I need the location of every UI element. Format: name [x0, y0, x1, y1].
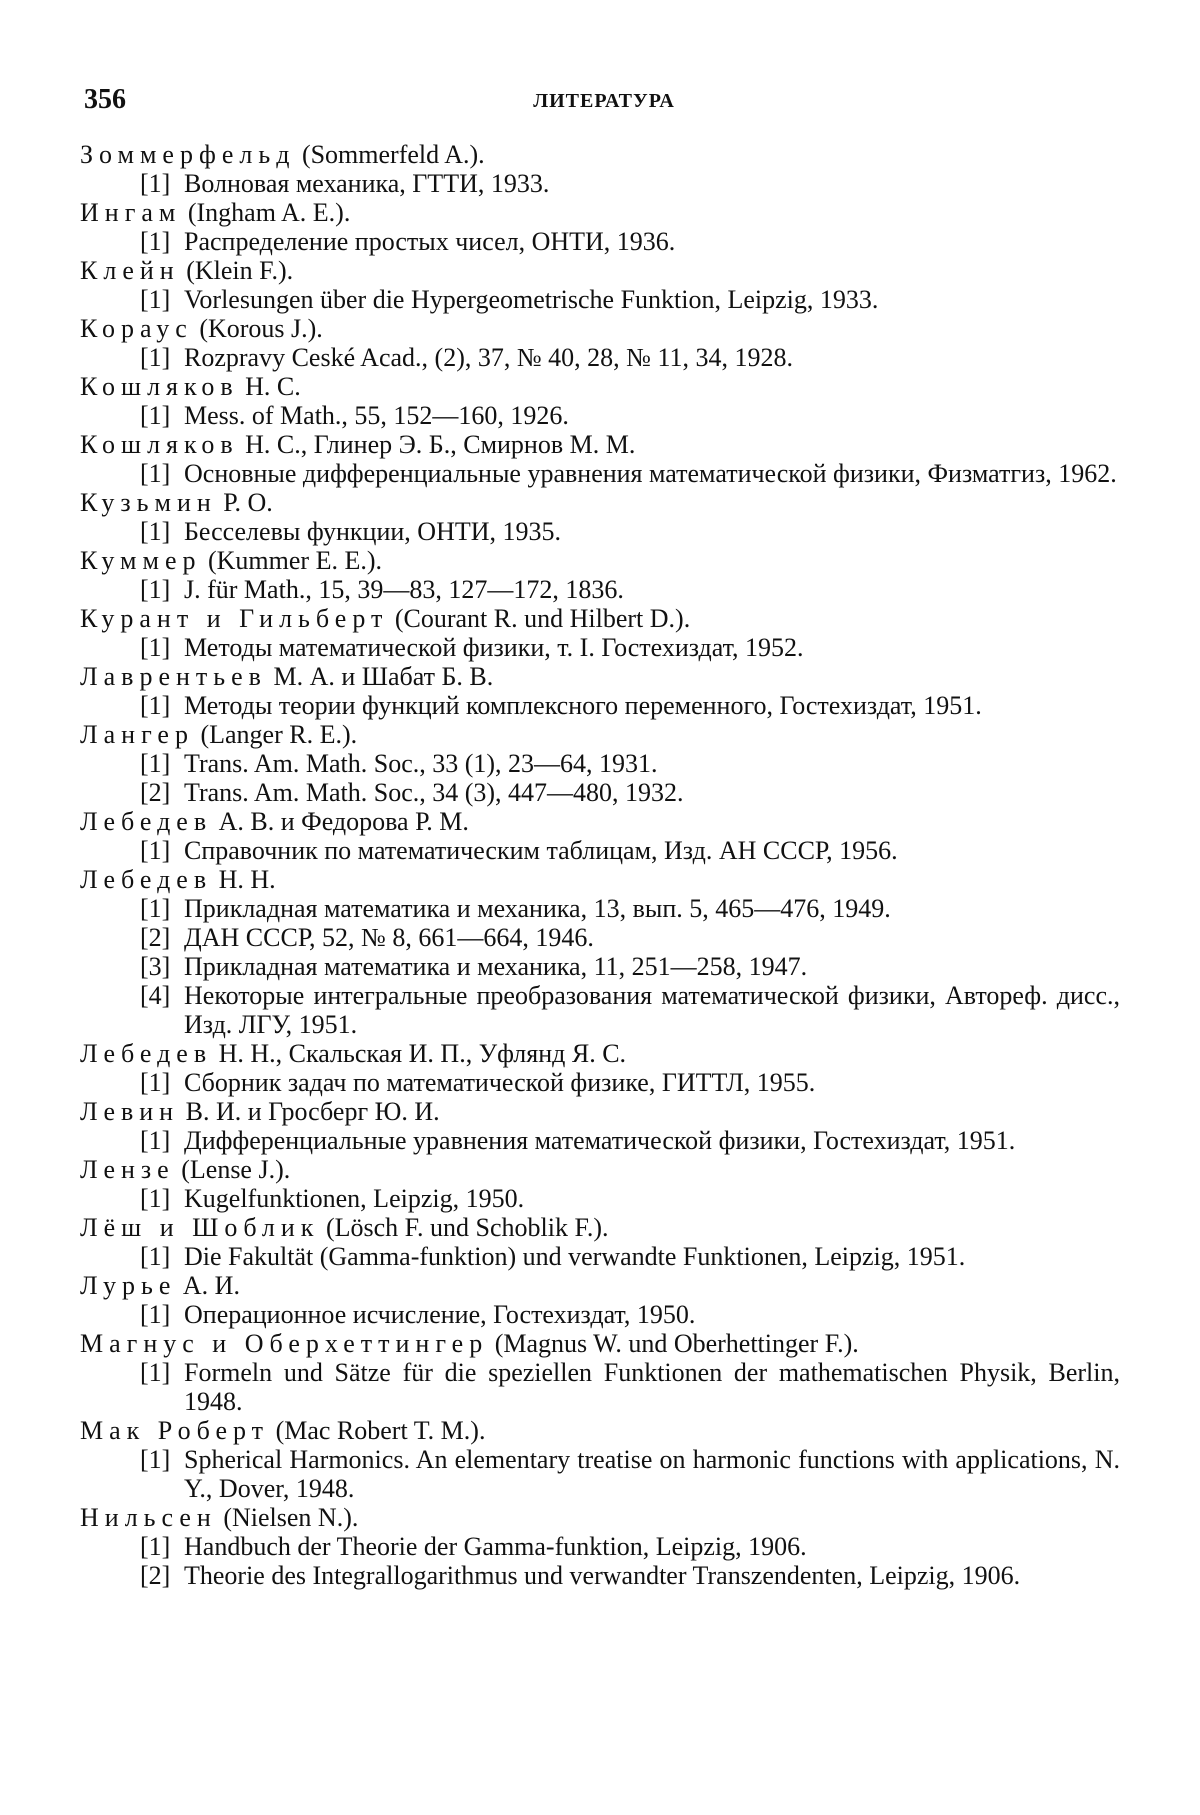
work-item [80, 575, 1120, 604]
author-line [80, 140, 1120, 169]
works-list [80, 1242, 1120, 1271]
author-details: (Lense J.). [175, 1155, 291, 1184]
work-number: [1] [140, 1126, 184, 1155]
author-name: Зоммерфельд [80, 140, 295, 169]
bibliography-entry [80, 314, 1120, 372]
work-item [80, 633, 1120, 662]
work-number: [1] [140, 1068, 184, 1097]
work-citation: Основные дифференциальные уравнения математической физики, Физматгиз, 1962. [184, 459, 1120, 488]
work-item [80, 1561, 1120, 1590]
works-list [80, 227, 1120, 256]
work-item [80, 1445, 1120, 1503]
work-citation: J. für Math., 15, 39—83, 127—172, 1836. [184, 575, 1120, 604]
work-item [80, 517, 1120, 546]
author-line [80, 807, 1120, 836]
author-line [80, 1329, 1120, 1358]
author-name: Лебедев [80, 807, 212, 836]
author-details: (Magnus W. und Oberhettinger F.). [488, 1329, 859, 1358]
work-number: [1] [140, 749, 184, 778]
author-name: Курант и Гильберт [80, 604, 388, 633]
bibliography-entry [80, 720, 1120, 807]
author-name: Лурье [80, 1271, 176, 1300]
work-number: [3] [140, 952, 184, 981]
works-list [80, 1184, 1120, 1213]
author-name: Лёш и Шоблик [80, 1213, 319, 1242]
work-citation: Rozpravy Ceské Acad., (2), 37, № 40, 28, № 11, 34, 1928. [184, 343, 1120, 372]
work-number: [1] [140, 459, 184, 488]
bibliography-entry [80, 140, 1120, 198]
bibliography-entry [80, 865, 1120, 1039]
author-name: Кузьмин [80, 488, 217, 517]
work-item [80, 749, 1120, 778]
works-list [80, 575, 1120, 604]
work-citation: Волновая механика, ГТТИ, 1933. [184, 169, 1120, 198]
author-line [80, 604, 1120, 633]
work-citation: Распределение простых чисел, ОНТИ, 1936. [184, 227, 1120, 256]
work-item [80, 285, 1120, 314]
work-citation: Kugelfunktionen, Leipzig, 1950. [184, 1184, 1120, 1213]
author-line [80, 372, 1120, 401]
author-details: Н. Н., Скальская И. П., Уфлянд Я. С. [212, 1039, 626, 1068]
work-citation: Сборник задач по математической физике, ГИТТЛ, 1955. [184, 1068, 1120, 1097]
work-citation: Дифференциальные уравнения математической физики, Гостехиздат, 1951. [184, 1126, 1120, 1155]
work-citation: Vorlesungen über die Hypergeometrische Funktion, Leipzig, 1933. [184, 285, 1120, 314]
work-item [80, 981, 1120, 1039]
author-line [80, 546, 1120, 575]
work-item [80, 343, 1120, 372]
work-citation: Mess. of Math., 55, 152—160, 1926. [184, 401, 1120, 430]
work-number: [1] [140, 633, 184, 662]
author-line [80, 198, 1120, 227]
author-name: Лебедев [80, 1039, 212, 1068]
work-citation: Методы математической физики, т. I. Гостехиздат, 1952. [184, 633, 1120, 662]
bibliography-entry [80, 1416, 1120, 1503]
work-item [80, 1532, 1120, 1561]
author-details: А. И. [176, 1271, 240, 1300]
work-item [80, 1300, 1120, 1329]
bibliography-entry [80, 1213, 1120, 1271]
author-name: Лензе [80, 1155, 175, 1184]
work-number: [1] [140, 1300, 184, 1329]
author-name: Кошляков [80, 430, 239, 459]
work-item [80, 952, 1120, 981]
bibliography-list [80, 140, 1120, 1590]
page-number: 356 [84, 84, 126, 116]
work-item [80, 1068, 1120, 1097]
bibliography-entry [80, 1329, 1120, 1416]
works-list [80, 1445, 1120, 1503]
work-citation: Theorie des Integrallogarithmus und verwandter Transzendenten, Leipzig, 1906. [184, 1561, 1120, 1590]
bibliography-entry [80, 546, 1120, 604]
work-citation: ДАН СССР, 52, № 8, 661—664, 1946. [184, 923, 1120, 952]
bibliography-entry [80, 1039, 1120, 1097]
works-list [80, 1126, 1120, 1155]
author-line [80, 1416, 1120, 1445]
works-list [80, 169, 1120, 198]
work-number: [1] [140, 1445, 184, 1503]
work-item [80, 778, 1120, 807]
author-name: Лаврентьев [80, 662, 267, 691]
page-header [84, 84, 1124, 124]
author-details: (Nielsen N.). [217, 1503, 359, 1532]
author-details: Р. О. [217, 488, 273, 517]
works-list [80, 343, 1120, 372]
author-line [80, 314, 1120, 343]
work-number: [1] [140, 1532, 184, 1561]
work-number: [1] [140, 169, 184, 198]
author-line [80, 1039, 1120, 1068]
author-details: (Ingham A. E.). [181, 198, 350, 227]
work-item [80, 691, 1120, 720]
work-number: [1] [140, 836, 184, 865]
bibliography-entry [80, 488, 1120, 546]
works-list [80, 894, 1120, 1039]
work-number: [1] [140, 894, 184, 923]
author-line [80, 662, 1120, 691]
work-citation: Методы теории функций комплексного переменного, Гостехиздат, 1951. [184, 691, 1120, 720]
author-name: Мак Роберт [80, 1416, 269, 1445]
author-details: Н. Н. [212, 865, 276, 894]
author-details: (Courant R. und Hilbert D.). [388, 604, 690, 633]
author-line [80, 1155, 1120, 1184]
bibliography-entry [80, 1503, 1120, 1590]
works-list [80, 285, 1120, 314]
author-details: А. В. и Федорова Р. М. [212, 807, 469, 836]
author-name: Левин [80, 1097, 179, 1126]
works-list [80, 459, 1120, 488]
running-title: ЛИТЕРАТУРА [84, 90, 1124, 113]
works-list [80, 401, 1120, 430]
work-item [80, 923, 1120, 952]
bibliography-entry [80, 430, 1120, 488]
author-details: (Langer R. E.). [194, 720, 357, 749]
work-item [80, 1184, 1120, 1213]
author-name: Ингам [80, 198, 181, 227]
works-list [80, 1358, 1120, 1416]
author-name: Куммер [80, 546, 202, 575]
author-name: Лангер [80, 720, 194, 749]
author-name: Лебедев [80, 865, 212, 894]
work-citation: Прикладная математика и механика, 11, 251—258, 1947. [184, 952, 1120, 981]
author-line [80, 1097, 1120, 1126]
author-name: Магнус и Оберхеттингер [80, 1329, 488, 1358]
work-item [80, 169, 1120, 198]
author-details: (Mac Robert T. M.). [269, 1416, 485, 1445]
author-name: Кошляков [80, 372, 239, 401]
work-citation: Бесселевы функции, ОНТИ, 1935. [184, 517, 1120, 546]
bibliography-entry [80, 256, 1120, 314]
work-citation: Прикладная математика и механика, 13, вып. 5, 465—476, 1949. [184, 894, 1120, 923]
works-list [80, 836, 1120, 865]
work-number: [4] [140, 981, 184, 1039]
bibliography-entry [80, 662, 1120, 720]
work-citation: Trans. Am. Math. Soc., 34 (3), 447—480, 1932. [184, 778, 1120, 807]
work-item [80, 227, 1120, 256]
work-citation: Справочник по математическим таблицам, Изд. АН СССР, 1956. [184, 836, 1120, 865]
bibliography-entry [80, 198, 1120, 256]
work-citation: Некоторые интегральные преобразования математической физики, Автореф. дисс., Изд. ЛГУ, 1951. [184, 981, 1120, 1039]
author-name: Нильсен [80, 1503, 217, 1532]
work-number: [1] [140, 517, 184, 546]
author-line [80, 256, 1120, 285]
work-number: [1] [140, 285, 184, 314]
work-item [80, 1126, 1120, 1155]
work-item [80, 401, 1120, 430]
author-details: Н. С., Глинер Э. Б., Смирнов М. М. [239, 430, 636, 459]
work-number: [1] [140, 1184, 184, 1213]
work-citation: Trans. Am. Math. Soc., 33 (1), 23—64, 1931. [184, 749, 1120, 778]
author-details: М. А. и Шабат Б. В. [267, 662, 493, 691]
author-line [80, 1503, 1120, 1532]
author-details: (Lösch F. und Schoblik F.). [319, 1213, 608, 1242]
author-details: (Klein F.). [180, 256, 293, 285]
work-number: [1] [140, 401, 184, 430]
work-number: [1] [140, 575, 184, 604]
author-line [80, 488, 1120, 517]
author-details: (Kummer E. E.). [202, 546, 383, 575]
author-name: Кораус [80, 314, 193, 343]
author-details: Н. С. [239, 372, 301, 401]
works-list [80, 517, 1120, 546]
work-number: [1] [140, 1242, 184, 1271]
work-citation: Операционное исчисление, Гостехиздат, 1950. [184, 1300, 1120, 1329]
author-details: В. И. и Гросберг Ю. И. [179, 1097, 440, 1126]
works-list [80, 1068, 1120, 1097]
work-item [80, 1358, 1120, 1416]
author-name: Клейн [80, 256, 180, 285]
works-list [80, 749, 1120, 807]
bibliography-entry [80, 1097, 1120, 1155]
bibliography-entry [80, 1271, 1120, 1329]
works-list [80, 691, 1120, 720]
author-line [80, 720, 1120, 749]
work-number: [1] [140, 343, 184, 372]
work-number: [1] [140, 691, 184, 720]
work-citation: Handbuch der Theorie der Gamma-funktion, Leipzig, 1906. [184, 1532, 1120, 1561]
work-item [80, 894, 1120, 923]
work-number: [1] [140, 1358, 184, 1416]
work-citation: Spherical Harmonics. An elementary treatise on harmonic functions with applications, N. Y., Dover, 1948. [184, 1445, 1120, 1503]
author-details: (Sommerfeld A.). [295, 140, 484, 169]
work-number: [2] [140, 923, 184, 952]
bibliography-entry [80, 372, 1120, 430]
author-details: (Korous J.). [193, 314, 323, 343]
book-page [0, 0, 1200, 1815]
work-item [80, 836, 1120, 865]
work-citation: Formeln und Sätze für die speziellen Funktionen der mathematischen Physik, Berlin, 1948. [184, 1358, 1120, 1416]
works-list [80, 633, 1120, 662]
bibliography-entry [80, 604, 1120, 662]
author-line [80, 1271, 1120, 1300]
work-item [80, 1242, 1120, 1271]
author-line [80, 430, 1120, 459]
work-citation: Die Fakultät (Gamma-funktion) und verwandte Funktionen, Leipzig, 1951. [184, 1242, 1120, 1271]
work-number: [2] [140, 778, 184, 807]
works-list [80, 1532, 1120, 1590]
work-number: [1] [140, 227, 184, 256]
bibliography-entry [80, 807, 1120, 865]
work-number: [2] [140, 1561, 184, 1590]
work-item [80, 459, 1120, 488]
author-line [80, 865, 1120, 894]
works-list [80, 1300, 1120, 1329]
bibliography-entry [80, 1155, 1120, 1213]
author-line [80, 1213, 1120, 1242]
